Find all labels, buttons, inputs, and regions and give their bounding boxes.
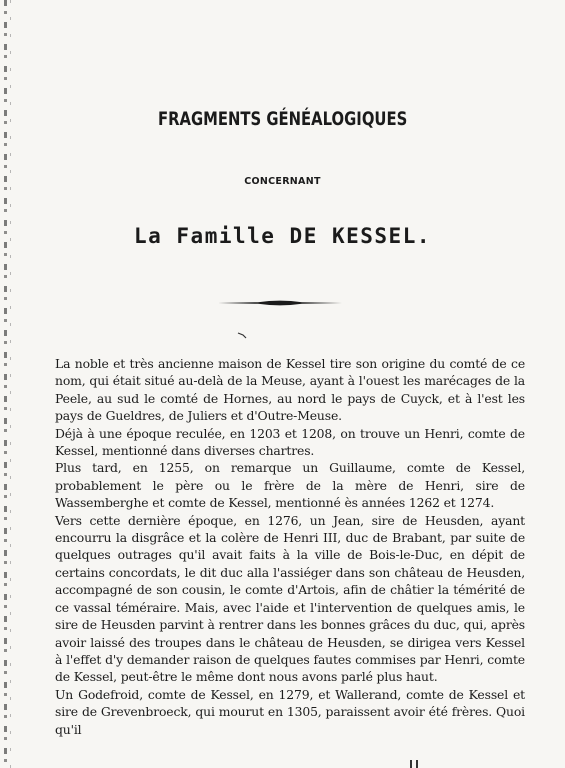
ink-speck-icon: [237, 331, 249, 339]
paragraph-4: Vers cette dernière époque, en 1276, un Jean, sire de Heusden, ayant encourru la disgrâce et la colère de Henri III, duc de Brabant, par suite de quelques outrages qu'il avait faits à la ville de Bois-le-Duc, en dépit de certains concordats, le dit duc alla l'assiéger dans son château de Heusden, accompagné de son cousin, le comte d'Artois, afin de châtier la témérité de ce vassal téméraire. Mais, avec l'aide et l'intervention de quelques amis, le sire de Heusden parvint à rentrer dans les bonnes grâces du duc, qui, après avoir laissé des troupes dans le château de Heusden, se dirigea vers Kessel à l'effet d'y demander raison de quelques fautes commises par Henri, comte de Kessel, peut-être le même dont nous avons parlé plus haut.: [55, 512, 525, 685]
paragraph-1: La noble et très ancienne maison de Kessel tire son origine du comté de ce nom, qui était situé au-delà de la Meuse, ayant à l'ouest les marécages de la Peele, au sud le comté de Hornes, au nord le pays de Cuyck, et à l'est les pays de Gueldres, de Juliers et d'Outre-Meuse.: [55, 356, 525, 424]
page-footer-mark-icon: [408, 758, 422, 768]
scan-edge-left-faint: [10, 0, 11, 768]
paragraph-5: Un Godefroid, comte de Kessel, en 1279, et Wallerand, comte de Kessel et sire de Grevenbroeck, qui mourut en 1305, paraissent avoir été frères. Quoi qu'il: [55, 686, 525, 737]
document-body: [55, 355, 525, 738]
family-heading: La Famille DE KESSEL.: [133, 224, 431, 248]
scan-edge-left: [4, 0, 7, 768]
paragraph-2: Déjà à une époque reculée, en 1203 et 1208, on trouve un Henri, comte de Kessel, mentionné dans diverses chartres.: [55, 425, 525, 459]
document-title: FRAGMENTS GÉNÉALOGIQUES: [157, 108, 408, 130]
document-subtitle: CONCERNANT: [244, 176, 321, 187]
paragraph-3: Plus tard, en 1255, on remarque un Guillaume, comte de Kessel, probablement le père ou le frère de la mère de Henri, sire de Wassemberghe et comte de Kessel, mentionné ès années 1262 et 1274.: [55, 460, 525, 511]
ornament-divider-icon: [218, 298, 342, 308]
